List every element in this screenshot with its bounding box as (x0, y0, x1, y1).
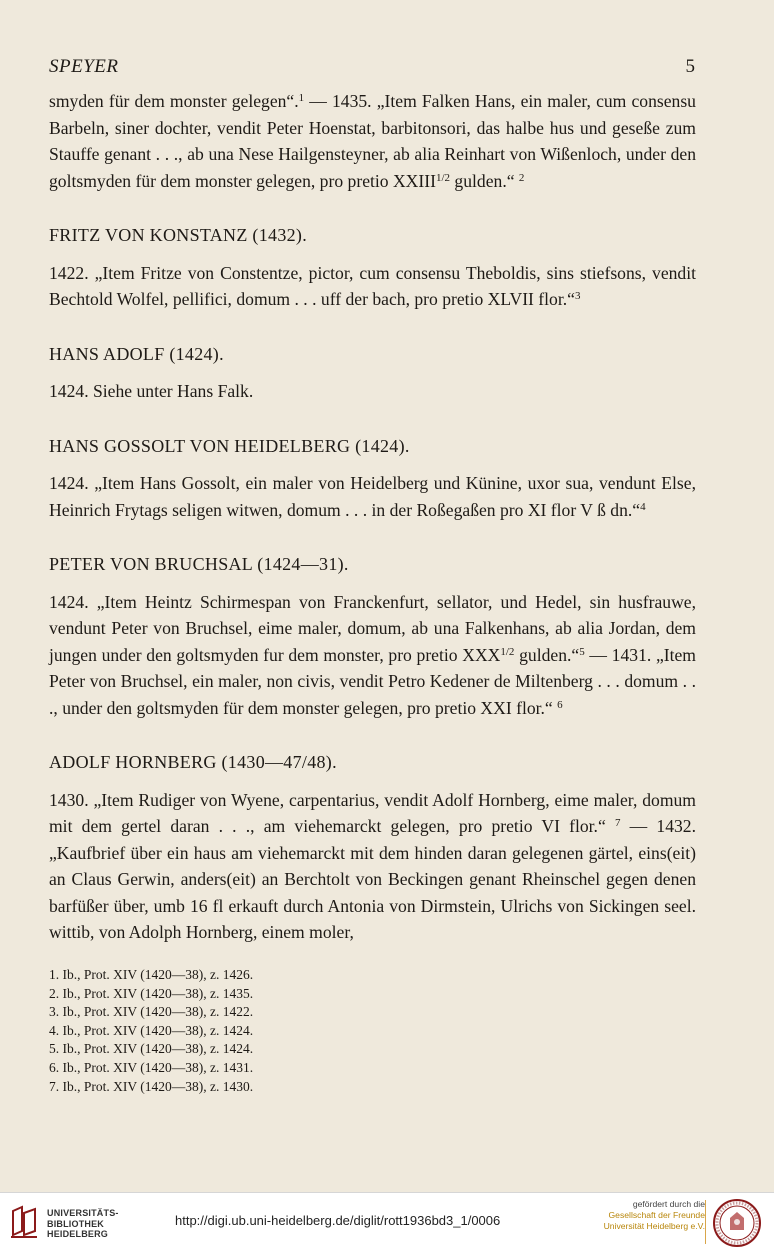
viewer-footer (0, 1192, 774, 1251)
section-heading: ADOLF HORNBERG (1430—47/48). (49, 752, 337, 772)
footnote-ref: 6 (557, 698, 563, 711)
university-seal-icon[interactable] (712, 1198, 762, 1248)
main-text (49, 88, 696, 946)
sponsor-credit[interactable]: gefördert durch die Gesellschaft der Freunde Universität Heidelberg e.V. (603, 1199, 705, 1231)
running-header (49, 56, 695, 82)
footnote-ref: 5 (579, 645, 585, 658)
library-logo-icon (9, 1205, 39, 1239)
running-title: SPEYER (49, 56, 119, 77)
page-number: 5 (685, 56, 695, 77)
section-heading: FRITZ VON KONSTANZ (1432). (49, 225, 308, 245)
section-paragraph: 1430. „Item Rudiger von Wyene, carpentarius, vendit Adolf Hornberg, eime maler, domum mit dem gertel daran . . ., am viehemarckt gelegen, pro pretio VI flor.“ $^7$ — 1432. „Kaufbrief über ein haus am viehemarckt mit dem hinden daran gelegenen gärtel, eins(eit) an Claus Gerwin, anders(eit) an Berchtolt von Beckingen genant Rheinschel gegen denen barfüßer über, umb 16 fl erkauft durch Antonia von Dirmstein, Ulrichs von Sickingen seel. wittib, von Adolph Hornberg, einem moler, (49, 789, 696, 942)
footnote: 7. Ib., Prot. XIV (1420—38), z. 1430. (49, 1078, 254, 1094)
paragraph-intro: smyden für dem monster gelegen“.$^1$ — 1435. „Item Falken Hans, ein maler, cum consensu Barbeln, siner dochter, vendit Peter Hoenstat, barbitonsori, das halbe hus und geseße zum Stauffe genant . . ., ab una Nese Hailgensteyner, ab alia Reinhart von Wißenloch, under den goltsmyden für dem monster gelegen, pro pretio $XXIII^{1/2}$ gulden.“ $^2$ (49, 91, 696, 191)
section-heading: HANS GOSSOLT VON HEIDELBERG (1424). (49, 435, 410, 456)
footnote-ref: 4 (640, 500, 646, 513)
fraction: 1/2 (435, 171, 451, 184)
footnote-ref: 2 (518, 171, 525, 184)
footnote: 1. Ib., Prot. XIV (1420—38), z. 1426. (49, 967, 254, 982)
footnote: 6. Ib., Prot. XIV (1420—38), z. 1431. (49, 1059, 254, 1075)
section-paragraph: 1422. „Item Fritze von Constentze, pictor, cum consensu Theboldis, sins stiefsons, vendit Bechtold Wolfel, pellifici, domum . . . uff der bach, pro pretio XLVII flor.“$^3$ (49, 262, 696, 309)
footnotes (49, 966, 449, 1096)
section-heading: PETER VON BRUCHSAL (1424—31). (49, 554, 349, 574)
section-paragraph: 1424. „Item Hans Gossolt, ein maler von Heidelberg und Künine, uxor sua, vendunt Else, Heinrich Frytags seligen witwen, domum . . . in der Roßegaßen pro XI flor V ß dn.“$^4$ (49, 473, 696, 520)
footnote: 2. Ib., Prot. XIV (1420—38), z. 1435. (49, 985, 254, 1001)
footnote-ref: 7 (614, 817, 621, 829)
section-paragraph: 1424. „Item Heintz Schirmespan von Franckenfurt, sellator, und Hedel, sin husfrauwe, vendunt Peter von Bruchsel, eime maler, domum, ab una Falkenhans, ab alia Jordan, dem jungen under den goltsmyden fur dem monster, pro pretio $XXX^{1/2}$ gulden.“$^5$ — 1431. „Item Peter von Bruchsel, ein maler, non civis, vendit Petro Kedener de Miltenberg . . . domum . . ., under den goltsmyden für dem monster gelegen, pro pretio XXI flor.“ $^6$ (49, 591, 696, 718)
library-name: UNIVERSITÄTS- BIBLIOTHEK HEIDELBERG (47, 1208, 119, 1239)
footnote: 3. Ib., Prot. XIV (1420—38), z. 1422. (49, 1004, 254, 1020)
fraction: 1/2 (500, 645, 515, 658)
ub-heidelberg-logo[interactable] (9, 1203, 159, 1243)
footnote-ref: 1 (298, 92, 305, 104)
footnote: 4. Ib., Prot. XIV (1420—38), z. 1424. (49, 1022, 254, 1038)
section-heading: HANS ADOLF (1424). (49, 343, 224, 364)
footnote: 5. Ib., Prot. XIV (1420—38), z. 1424. (49, 1041, 254, 1057)
divider (705, 1200, 706, 1244)
footnote-ref: 3 (574, 290, 581, 302)
permalink-url[interactable]: http://digi.ub.uni-heidelberg.de/diglit/rott1936bd3_1/0006 (175, 1213, 501, 1228)
section-paragraph: 1424. Siehe unter Hans Falk. (49, 381, 254, 401)
